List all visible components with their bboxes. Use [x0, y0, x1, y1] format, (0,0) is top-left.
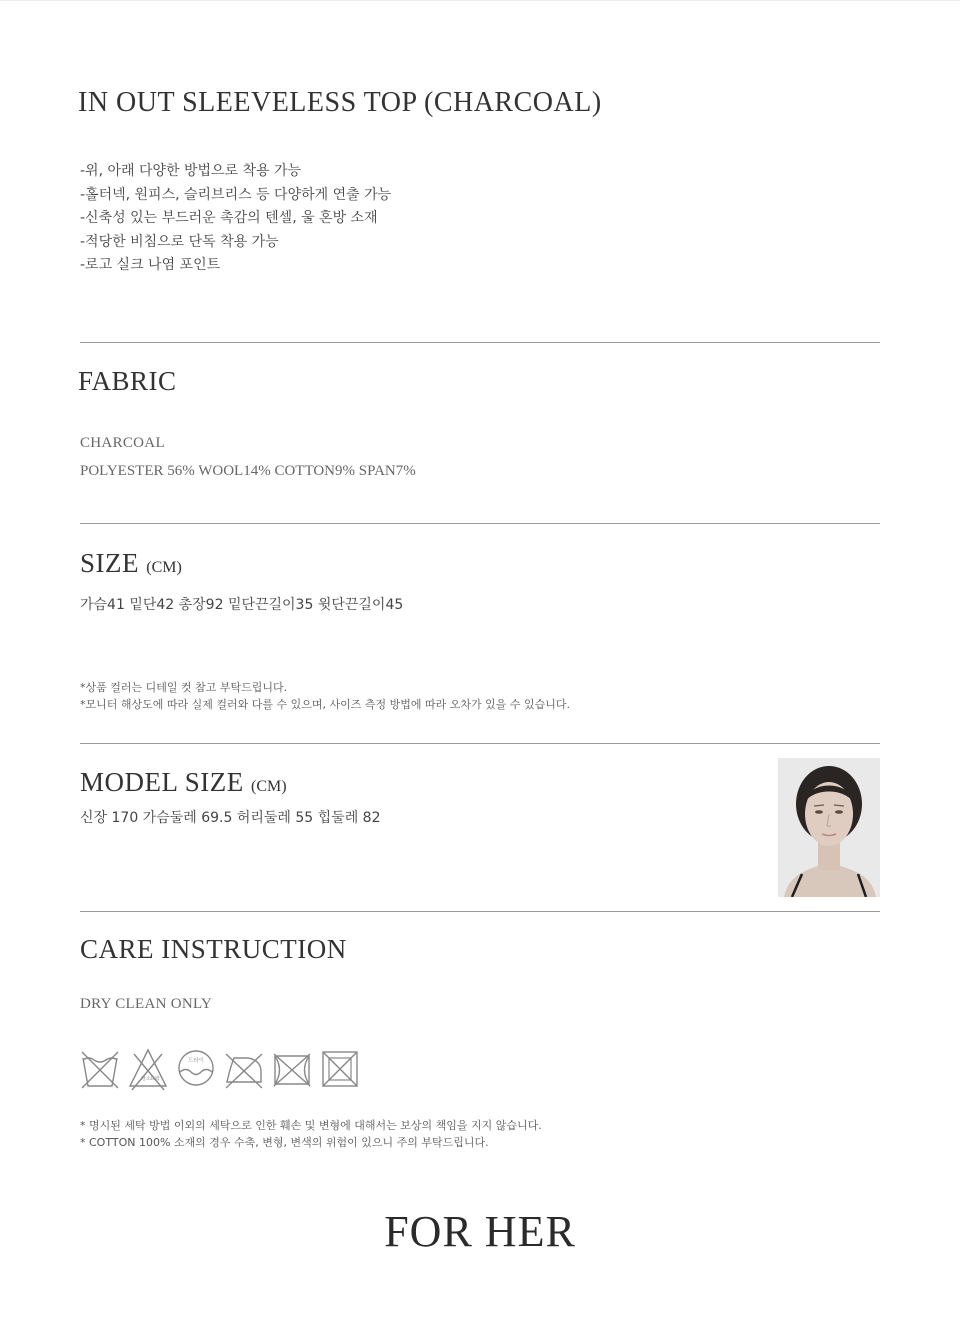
size-values: 가슴41 밑단42 총장92 밑단끈길이35 윗단끈길이45: [80, 597, 404, 613]
model-photo: [778, 758, 880, 897]
care-notes: [80, 1118, 542, 1151]
model-portrait-image: [778, 758, 880, 897]
size-notes: [80, 680, 570, 713]
model-heading-text: MODEL SIZE: [80, 767, 244, 797]
size-heading-text: SIZE: [80, 548, 139, 578]
feature-item: -홀터넥, 원피스, 슬리브리스 등 다양하게 연출 가능: [80, 186, 392, 203]
section-divider: [80, 743, 880, 744]
feature-item: -신축성 있는 부드러운 촉감의 텐셀, 울 혼방 소재: [80, 210, 378, 226]
dry-clean-icon: [176, 1046, 216, 1092]
model-unit: (CM): [250, 778, 287, 795]
section-divider: [80, 342, 880, 343]
fabric-color: CHARCOAL: [80, 435, 165, 451]
feature-item: -위, 아래 다양한 방법으로 착용 가능: [80, 163, 302, 179]
care-method: DRY CLEAN ONLY: [80, 996, 213, 1012]
size-unit: (CM): [146, 559, 182, 576]
no-iron-icon: [224, 1046, 264, 1092]
section-divider: [80, 911, 880, 912]
brand-logo: FOR HER: [384, 1207, 576, 1256]
fabric-heading: FABRIC: [78, 366, 177, 396]
model-size-heading: [80, 767, 287, 798]
no-dry-icon: [320, 1046, 360, 1092]
top-border: [0, 0, 960, 1]
care-note: * 명시된 세탁 방법 이외의 세탁으로 인한 훼손 및 변형에 대해서는 보상의 책임을 지지 않습니다.: [80, 1119, 542, 1132]
no-bleach-icon: [128, 1046, 168, 1092]
size-note: *모니터 해상도에 따라 실제 컬러와 다를 수 있으며, 사이즈 측정 방법에 따라 오차가 있을 수 있습니다.: [80, 697, 570, 711]
model-size-values: 신장 170 가슴둘레 69.5 허리둘레 55 힙둘레 82: [80, 810, 381, 826]
fabric-composition: POLYESTER 56% WOOL14% COTTON9% SPAN7%: [80, 463, 416, 479]
no-tumble-dry-icon: [272, 1046, 312, 1092]
section-divider: [80, 523, 880, 524]
size-heading: [80, 548, 182, 579]
bleach-label-right: 표백: [150, 1076, 160, 1082]
bleach-label-left: 염소: [141, 1076, 151, 1082]
care-heading: CARE INSTRUCTION: [80, 934, 347, 964]
feature-list: [80, 160, 391, 278]
dryclean-label: 드라이: [188, 1058, 204, 1064]
feature-item: -로고 실크 나염 포인트: [80, 257, 221, 273]
product-title: IN OUT SLEEVELESS TOP (CHARCOAL): [78, 86, 602, 118]
no-wash-icon: [80, 1046, 120, 1092]
feature-item: -적당한 비침으로 단독 착용 가능: [80, 233, 279, 250]
size-note: *상품 컬러는 디테일 컷 참고 부탁드립니다.: [80, 681, 288, 694]
care-icon-row: [80, 1046, 364, 1092]
care-note: * COTTON 100% 소재의 경우 수축, 변형, 변색의 위험이 있으니 주의 부탁드립니다.: [80, 1135, 489, 1149]
